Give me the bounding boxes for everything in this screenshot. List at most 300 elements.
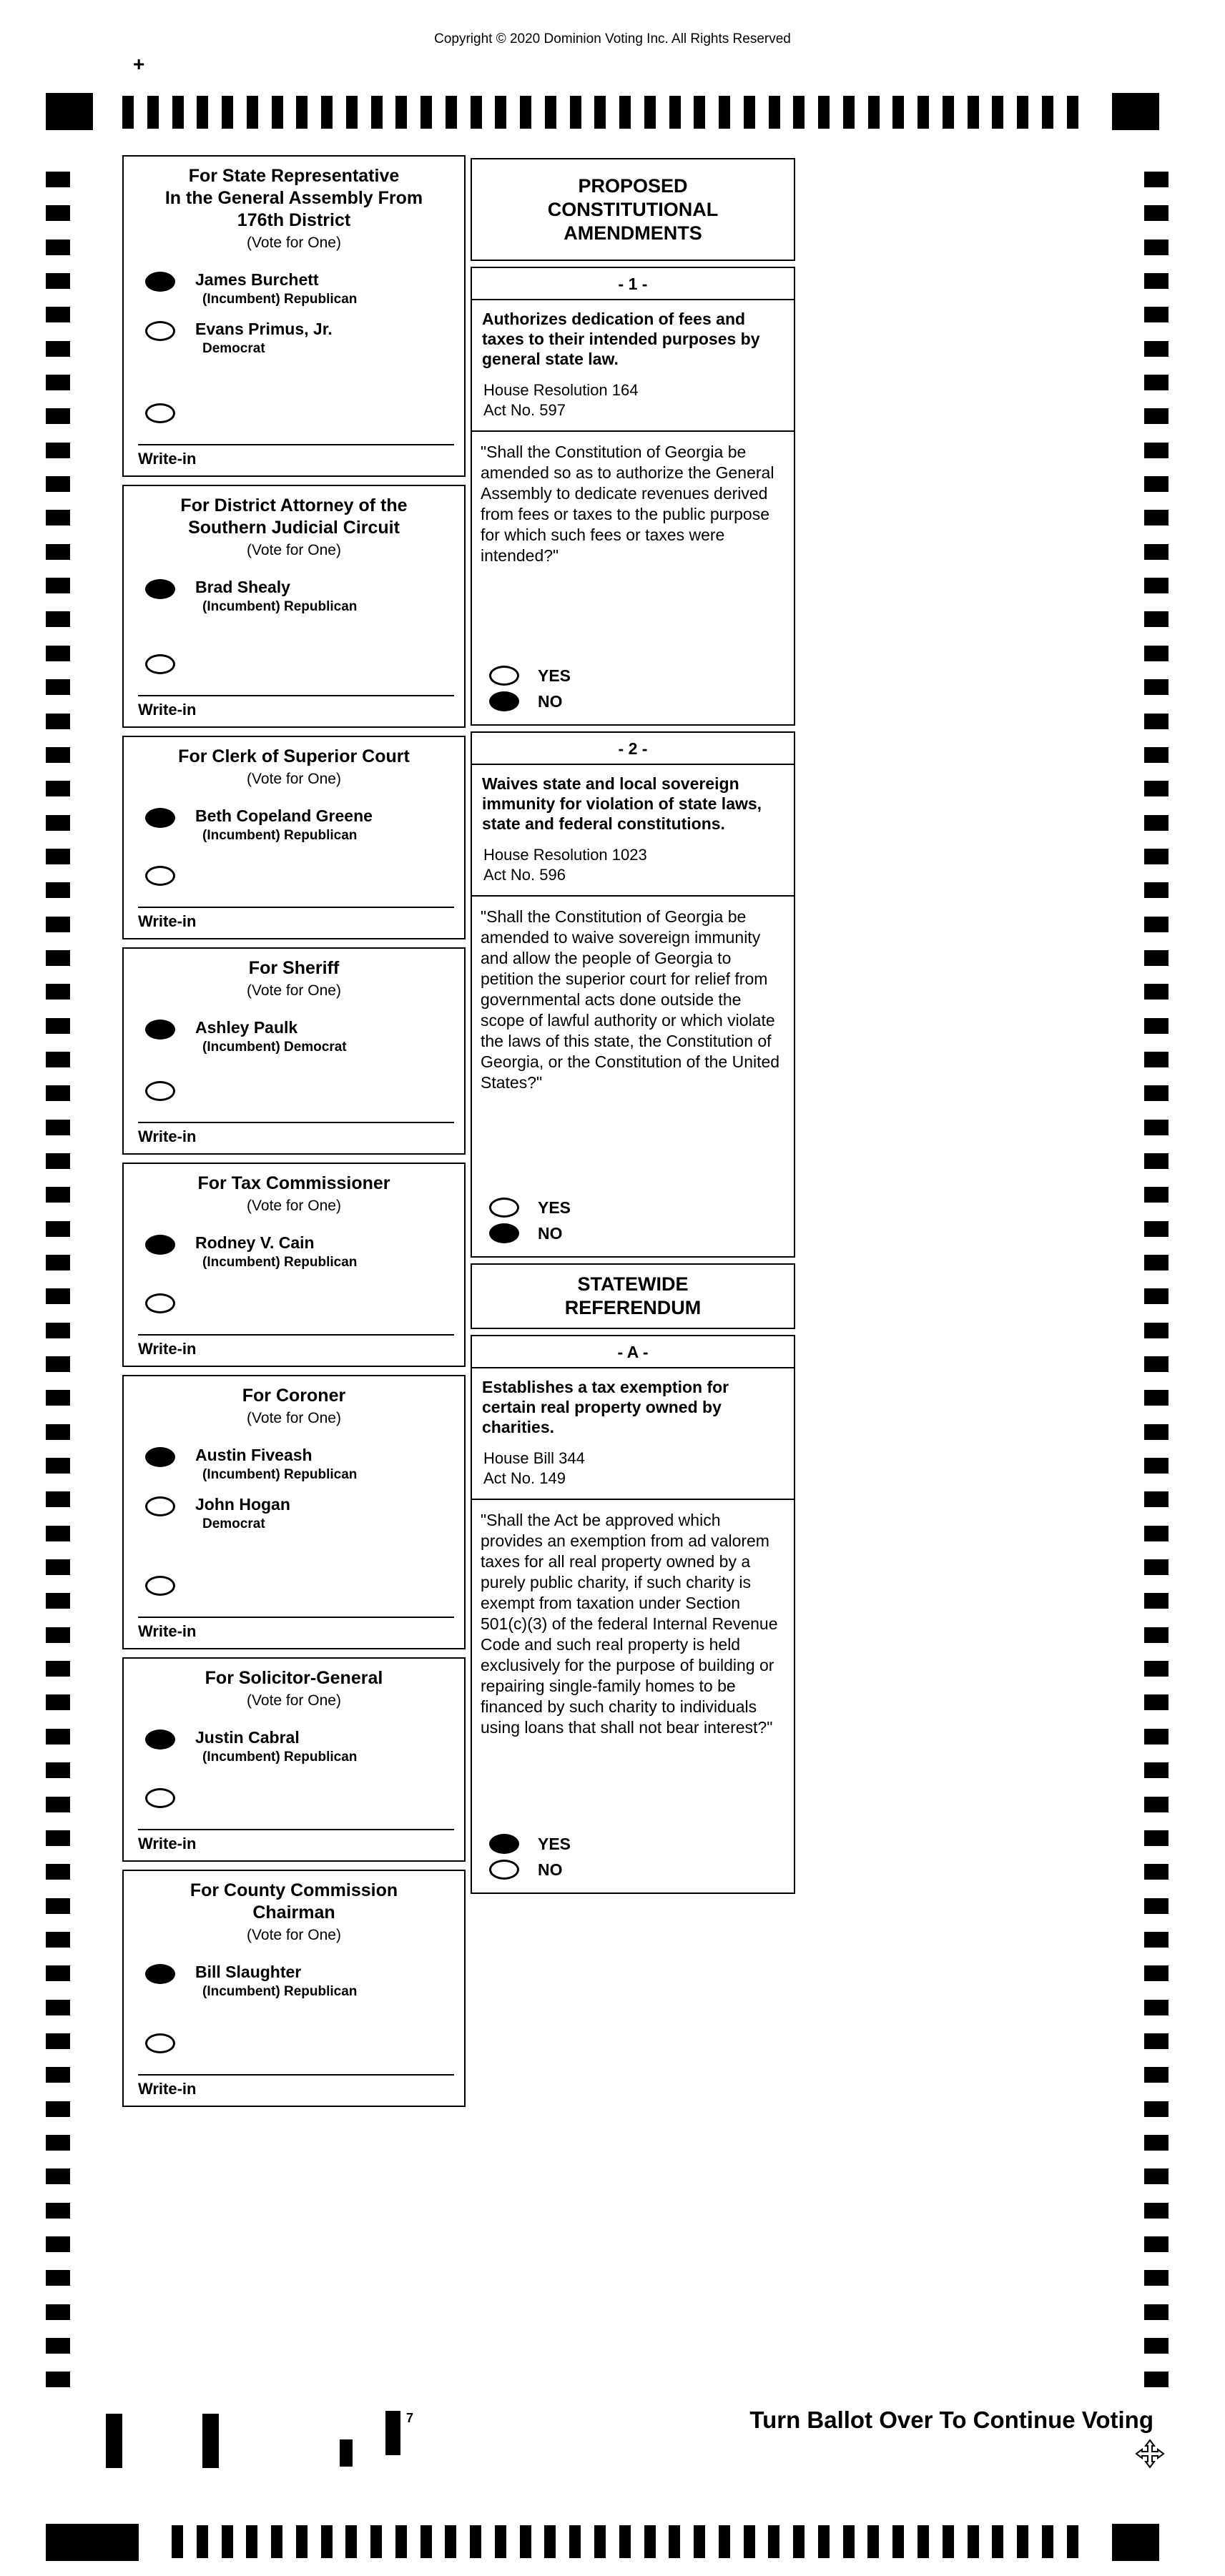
- timing-mark: [46, 2203, 70, 2219]
- contest-box: [122, 1870, 466, 2107]
- timing-mark: [46, 2270, 70, 2286]
- timing-mark: [1144, 1356, 1169, 1372]
- timing-mark: [694, 2525, 705, 2558]
- timing-mark: [1144, 578, 1169, 593]
- timing-mark: [669, 96, 681, 129]
- yes-bubble[interactable]: [489, 1834, 519, 1854]
- write-in-bubble[interactable]: [145, 1576, 175, 1596]
- timing-mark: [46, 1052, 70, 1067]
- timing-mark: [917, 2525, 929, 2558]
- timing-mark: [445, 2525, 456, 2558]
- timing-mark: [1144, 1018, 1169, 1034]
- candidate-text: [195, 806, 373, 844]
- write-in-line[interactable]: [138, 1334, 454, 1336]
- registration-crosshair-icon: [1134, 2438, 1166, 2469]
- contest-column: [122, 155, 466, 2107]
- timing-mark: [296, 96, 308, 129]
- timing-mark: [46, 917, 70, 932]
- candidate-bubble[interactable]: [145, 1447, 175, 1467]
- candidate-text: [195, 1446, 357, 1484]
- contest-box: [122, 1375, 466, 1649]
- timing-mark: [1042, 96, 1053, 129]
- candidate-bubble[interactable]: [145, 1496, 175, 1516]
- no-choice-row: [489, 1223, 794, 1243]
- write-in-label: Write-in: [138, 1340, 197, 1358]
- measure-act: House Resolution 1023 Act No. 596: [472, 838, 794, 897]
- timing-mark: [321, 2525, 333, 2558]
- timing-mark: [247, 96, 258, 129]
- timing-mark: [793, 2525, 805, 2558]
- candidate-row: [145, 1446, 464, 1484]
- write-in-bubble-row: [145, 1081, 464, 1105]
- write-in-label: Write-in: [138, 1127, 197, 1145]
- timing-mark: [818, 96, 830, 129]
- timing-marks-right: [1144, 172, 1169, 2388]
- timing-mark: [1017, 2525, 1028, 2558]
- candidate-row: [145, 1728, 464, 1766]
- measure-act: House Bill 344 Act No. 149: [472, 1441, 794, 1500]
- timing-mark: [46, 2168, 70, 2184]
- timing-mark: [868, 96, 880, 129]
- timing-mark: [46, 984, 70, 1000]
- timing-mark: [818, 2525, 830, 2558]
- timing-mark: [644, 96, 656, 129]
- contest-title: For Coroner: [242, 1386, 346, 1406]
- timing-mark: [594, 96, 606, 129]
- timing-mark: [1144, 2236, 1169, 2252]
- measure-act: House Resolution 164 Act No. 597: [472, 373, 794, 432]
- timing-mark: [1144, 2067, 1169, 2083]
- timing-mark: [1144, 1288, 1169, 1304]
- timing-mark: [46, 1797, 70, 1812]
- timing-mark: [345, 2525, 357, 2558]
- yes-choice-row: [489, 1834, 794, 1854]
- timing-mark: [272, 96, 283, 129]
- no-bubble[interactable]: [489, 691, 519, 711]
- timing-mark: [46, 1694, 70, 1710]
- candidate-bubble[interactable]: [145, 1020, 175, 1040]
- timing-mark: [619, 2525, 631, 2558]
- timing-mark: [46, 408, 70, 424]
- timing-mark: [1144, 1323, 1169, 1338]
- timing-mark: [1144, 1491, 1169, 1507]
- timing-mark: [744, 2525, 755, 2558]
- no-bubble[interactable]: [489, 1223, 519, 1243]
- candidate-name: Bill Slaughter: [195, 1963, 302, 1981]
- timing-mark: [46, 476, 70, 492]
- contest-box: [122, 485, 466, 728]
- write-in-label: Write-in: [138, 1835, 197, 1852]
- write-in-section: [124, 1576, 464, 1648]
- timing-mark: [1144, 1661, 1169, 1677]
- timing-mark: [1144, 1729, 1169, 1745]
- candidate-row: [145, 1233, 464, 1271]
- timing-mark: [346, 96, 358, 129]
- timing-mark: [1144, 443, 1169, 458]
- measure-box: [471, 731, 795, 1258]
- vote-for-instruction: (Vote for One): [247, 771, 341, 787]
- timing-mark: [46, 1153, 70, 1169]
- timing-mark: [46, 1593, 70, 1609]
- timing-mark: [1144, 2304, 1169, 2320]
- timing-mark: [122, 96, 134, 129]
- measure-choices: [472, 1192, 794, 1256]
- write-in-bubble[interactable]: [145, 654, 175, 674]
- timing-mark: [1144, 917, 1169, 932]
- measure-number: - 2 -: [472, 733, 794, 765]
- candidate-text: [195, 320, 333, 357]
- timing-block-bottom-left: [46, 2524, 139, 2561]
- timing-mark: [1144, 1593, 1169, 1609]
- candidate-detail: (Incumbent) Republican: [202, 1984, 358, 1999]
- candidate-name: Evans Primus, Jr.: [195, 320, 333, 338]
- write-in-line[interactable]: [138, 907, 454, 908]
- write-in-section: [124, 1788, 464, 1860]
- timing-mark: [495, 96, 506, 129]
- timing-mark: [46, 1932, 70, 1948]
- timing-mark: [1144, 1187, 1169, 1203]
- write-in-bubble-row: [145, 403, 464, 427]
- write-in-bubble[interactable]: [145, 1788, 175, 1808]
- timing-mark: [46, 1187, 70, 1203]
- candidate-detail: (Incumbent) Democrat: [202, 1040, 347, 1055]
- timing-mark: [271, 2525, 282, 2558]
- timing-mark: [1144, 1424, 1169, 1440]
- timing-mark: [197, 2525, 208, 2558]
- contest-title: For Solicitor-General: [205, 1668, 383, 1688]
- measure-summary: Authorizes dedication of fees and taxes to their intended purposes by general state law.: [482, 310, 760, 368]
- write-in-section: [124, 654, 464, 726]
- timing-mark: [46, 240, 70, 255]
- candidate-text: [195, 1495, 290, 1533]
- timing-mark: [46, 273, 70, 289]
- timing-mark: [1144, 1221, 1169, 1237]
- candidate-row: [145, 320, 464, 357]
- timing-mark: [46, 1085, 70, 1101]
- write-in-section: [124, 2033, 464, 2106]
- contest-title: For Clerk of Superior Court: [178, 746, 410, 766]
- timing-mark: [892, 96, 904, 129]
- timing-mark: [46, 1221, 70, 1237]
- timing-mark: [46, 679, 70, 695]
- timing-mark: [495, 2525, 506, 2558]
- timing-mark: [46, 205, 70, 221]
- timing-mark: [321, 96, 333, 129]
- timing-mark: [446, 96, 457, 129]
- timing-mark: [694, 96, 705, 129]
- measure-question: "Shall the Constitution of Georgia be amended to waive sovereign immunity and allow the people of Georgia to petition the superior court for relief from governmental acts done outside the scope of lawful authority or which violate the laws of this state, the Constitution of Georgia, or the Constitution of the United States?": [481, 907, 780, 1092]
- timing-mark: [172, 2525, 183, 2558]
- timing-mark: [46, 2000, 70, 2015]
- contest-box: [122, 736, 466, 939]
- timing-mark: [769, 96, 780, 129]
- timing-mark: [1017, 96, 1028, 129]
- yes-bubble[interactable]: [489, 1198, 519, 1218]
- timing-mark: [1144, 882, 1169, 898]
- vote-for-instruction: (Vote for One): [247, 1927, 341, 1943]
- vote-for-instruction: (Vote for One): [247, 1692, 341, 1709]
- timing-mark: [370, 2525, 382, 2558]
- write-in-line[interactable]: [138, 1617, 454, 1618]
- candidate-bubble[interactable]: [145, 321, 175, 341]
- write-in-bubble-row: [145, 654, 464, 678]
- no-choice-row: [489, 1860, 794, 1880]
- yes-label: YES: [538, 1198, 571, 1217]
- timing-mark: [46, 1390, 70, 1406]
- write-in-bubble[interactable]: [145, 2033, 175, 2053]
- measure-summary: Establishes a tax exemption for certain real property owned by charities.: [482, 1378, 729, 1436]
- timing-mark: [46, 2135, 70, 2151]
- no-choice-row: [489, 691, 794, 711]
- timing-mark: [520, 96, 531, 129]
- timing-mark: [843, 2525, 855, 2558]
- timing-mark: [1144, 1085, 1169, 1101]
- timing-marks-bottom: [172, 2525, 1078, 2558]
- write-in-line[interactable]: [138, 1122, 454, 1123]
- timing-mark: [1144, 1390, 1169, 1406]
- timing-mark: [1144, 714, 1169, 729]
- timing-mark: [1144, 611, 1169, 627]
- timing-mark: [46, 1559, 70, 1575]
- measure-question: "Shall the Act be approved which provides an exemption from ad valorem taxes for all real property owned by a purely public charity, if such charity is exempt from taxation under Section 501(c)(3) of the federal Internal Revenue Code and such real property is held exclusively for the purpose of building or repairing single-family homes to be financed by such charity to individuals using loans that shall not bear interest?": [481, 1511, 778, 1737]
- timing-mark: [46, 1323, 70, 1338]
- timing-mark: [1144, 1627, 1169, 1643]
- write-in-label: Write-in: [138, 1622, 197, 1640]
- timing-mark: [992, 2525, 1003, 2558]
- timing-mark: [1144, 1559, 1169, 1575]
- timing-mark: [46, 2067, 70, 2083]
- timing-mark: [1144, 646, 1169, 661]
- timing-mark: [46, 882, 70, 898]
- timing-mark: [520, 2525, 531, 2558]
- write-in-label: Write-in: [138, 912, 197, 930]
- write-in-bubble[interactable]: [145, 403, 175, 423]
- timing-mark: [46, 714, 70, 729]
- candidate-row: [145, 1495, 464, 1533]
- timing-mark: [1144, 408, 1169, 424]
- write-in-line[interactable]: [138, 2074, 454, 2076]
- candidate-text: [195, 1233, 357, 1271]
- timing-mark: [1144, 1694, 1169, 1710]
- timing-mark: [172, 96, 184, 129]
- candidate-detail: (Incumbent) Republican: [202, 292, 358, 307]
- timing-mark: [296, 2525, 308, 2558]
- timing-mark: [1144, 1797, 1169, 1812]
- timing-mark: [1144, 2372, 1169, 2387]
- timing-mark: [46, 1898, 70, 1914]
- timing-mark: [644, 2525, 656, 2558]
- candidate-detail: (Incumbent) Republican: [202, 1750, 358, 1765]
- measure-summary: Waives state and local sovereign immunity for violation of state laws, state and federal constitutions.: [482, 774, 762, 833]
- candidate-list: [124, 1951, 464, 2008]
- timing-mark: [793, 96, 805, 129]
- contest-box: [122, 1657, 466, 1862]
- timing-mark: [420, 2525, 432, 2558]
- timing-mark: [968, 96, 979, 129]
- timing-mark: [1144, 2033, 1169, 2049]
- candidate-list: [124, 795, 464, 852]
- write-in-bubble[interactable]: [145, 1081, 175, 1101]
- timing-mark: [46, 1356, 70, 1372]
- write-in-bubble-row: [145, 1788, 464, 1812]
- candidate-list: [124, 1007, 464, 1063]
- timing-mark: [46, 950, 70, 966]
- timing-mark: [594, 2525, 606, 2558]
- contest-title: For Sheriff: [248, 958, 340, 978]
- timing-mark: [46, 1965, 70, 1981]
- timing-mark: [46, 1526, 70, 1541]
- candidate-bubble[interactable]: [145, 1729, 175, 1750]
- timing-mark: [1144, 1932, 1169, 1948]
- measure-section-header: STATEWIDE REFERENDUM: [471, 1263, 795, 1329]
- candidate-bubble[interactable]: [145, 1235, 175, 1255]
- timing-mark: [544, 2525, 556, 2558]
- candidate-list: [124, 566, 464, 623]
- candidate-text: [195, 1963, 357, 2000]
- candidate-text: [195, 1018, 347, 1056]
- timing-mark: [46, 1864, 70, 1880]
- timing-mark: [1144, 1762, 1169, 1778]
- timing-mark: [46, 1288, 70, 1304]
- copyright-notice: Copyright © 2020 Dominion Voting Inc. All Rights Reserved: [434, 31, 791, 46]
- timing-mark: [46, 1018, 70, 1034]
- ballot-id-mark: [385, 2411, 400, 2455]
- candidate-detail: (Incumbent) Republican: [202, 1467, 358, 1482]
- timing-mark: [471, 96, 482, 129]
- timing-mark: [46, 544, 70, 560]
- ballot-id-mark: [202, 2414, 219, 2468]
- timing-mark: [1144, 1458, 1169, 1474]
- vote-for-instruction: (Vote for One): [247, 542, 341, 558]
- timing-mark: [545, 96, 556, 129]
- timing-mark: [470, 2525, 481, 2558]
- write-in-bubble[interactable]: [145, 866, 175, 886]
- timing-mark: [46, 2372, 70, 2387]
- candidate-bubble[interactable]: [145, 579, 175, 599]
- timing-mark: [46, 611, 70, 627]
- measure-choices: [472, 1828, 794, 1892]
- candidate-bubble[interactable]: [145, 1964, 175, 1984]
- timing-mark: [943, 2525, 954, 2558]
- yes-label: YES: [538, 1834, 571, 1853]
- vote-for-instruction: (Vote for One): [247, 1410, 341, 1426]
- timing-block-top-right: [1112, 93, 1159, 130]
- timing-mark: [1144, 849, 1169, 864]
- timing-mark: [1144, 544, 1169, 560]
- timing-mark: [744, 96, 755, 129]
- turn-ballot-over-text: Turn Ballot Over To Continue Voting: [749, 2407, 1153, 2433]
- write-in-bubble[interactable]: [145, 1293, 175, 1313]
- write-in-section: [124, 403, 464, 475]
- write-in-line[interactable]: [138, 695, 454, 696]
- candidate-name: Ashley Paulk: [195, 1018, 298, 1037]
- ballot-id-mark: [340, 2439, 353, 2467]
- timing-mark: [46, 849, 70, 864]
- timing-mark: [768, 2525, 779, 2558]
- timing-mark: [1144, 1153, 1169, 1169]
- write-in-section: [124, 1081, 464, 1153]
- timing-mark: [968, 2525, 979, 2558]
- timing-mark: [1144, 172, 1169, 187]
- timing-mark: [46, 815, 70, 831]
- timing-mark: [1144, 2101, 1169, 2117]
- timing-mark: [1144, 240, 1169, 255]
- timing-mark: [46, 1830, 70, 1846]
- timing-mark: [46, 1255, 70, 1270]
- timing-mark: [46, 172, 70, 187]
- ballot-id-mark: [106, 2414, 122, 2468]
- measure-choices: [472, 660, 794, 724]
- registration-plus-mark: +: [133, 53, 145, 75]
- contest-box: [122, 947, 466, 1155]
- timing-mark: [1144, 1965, 1169, 1981]
- yes-choice-row: [489, 666, 794, 686]
- vote-for-instruction: (Vote for One): [247, 235, 341, 251]
- timing-mark: [46, 1661, 70, 1677]
- timing-mark: [719, 96, 730, 129]
- candidate-list: [124, 1222, 464, 1278]
- write-in-bubble-row: [145, 2033, 464, 2057]
- measure-box: [471, 267, 795, 726]
- write-in-bubble-row: [145, 1293, 464, 1317]
- timing-mark: [147, 96, 159, 129]
- timing-mark: [1144, 950, 1169, 966]
- timing-mark: [1144, 815, 1169, 831]
- timing-mark: [197, 96, 208, 129]
- candidate-text: [195, 578, 357, 616]
- timing-mark: [1144, 2270, 1169, 2286]
- timing-mark: [1144, 747, 1169, 763]
- candidate-row: [145, 578, 464, 616]
- contest-title: For County Commission Chairman: [190, 1880, 398, 1923]
- candidate-text: [195, 270, 357, 308]
- no-bubble[interactable]: [489, 1860, 519, 1880]
- timing-mark: [420, 96, 432, 129]
- contest-title: For District Attorney of the Southern Judicial Circuit: [180, 495, 408, 538]
- timing-mark: [46, 747, 70, 763]
- timing-mark: [1144, 1898, 1169, 1914]
- timing-mark: [46, 2236, 70, 2252]
- candidate-name: James Burchett: [195, 270, 319, 289]
- candidate-row: [145, 1018, 464, 1056]
- candidate-bubble[interactable]: [145, 272, 175, 292]
- write-in-section: [124, 1293, 464, 1366]
- timing-mark: [1067, 2525, 1078, 2558]
- timing-mark: [1144, 476, 1169, 492]
- yes-bubble[interactable]: [489, 666, 519, 686]
- measures-column: [471, 158, 795, 1894]
- timing-mark: [1144, 1120, 1169, 1135]
- timing-mark: [222, 96, 233, 129]
- vote-for-instruction: (Vote for One): [247, 982, 341, 999]
- timing-mark: [1144, 1830, 1169, 1846]
- write-in-bubble-row: [145, 866, 464, 889]
- timing-mark: [222, 2525, 233, 2558]
- no-label: NO: [538, 691, 563, 711]
- candidate-bubble[interactable]: [145, 808, 175, 828]
- write-in-section: [124, 866, 464, 938]
- timing-mark: [619, 96, 631, 129]
- timing-block-bottom-right: [1112, 2524, 1159, 2561]
- candidate-name: Brad Shealy: [195, 578, 290, 596]
- candidate-detail: Democrat: [202, 341, 265, 356]
- timing-mark: [569, 2525, 581, 2558]
- timing-marks-left: [46, 172, 70, 2388]
- write-in-line[interactable]: [138, 444, 454, 445]
- write-in-line[interactable]: [138, 1829, 454, 1830]
- timing-mark: [843, 96, 855, 129]
- timing-mark: [943, 96, 954, 129]
